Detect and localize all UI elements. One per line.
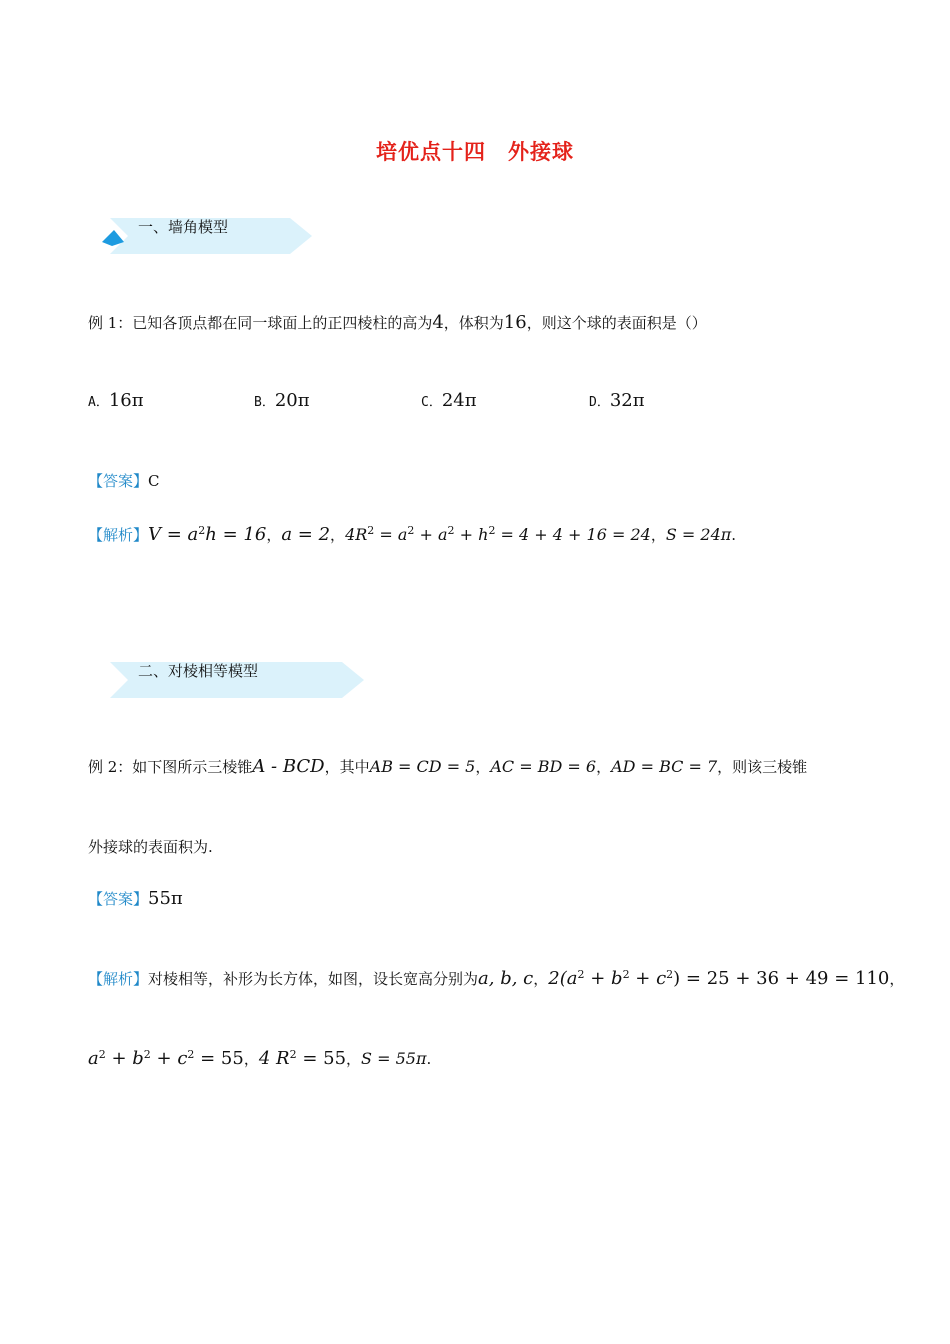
ex2-e3: AD = BC = 7: [611, 757, 718, 776]
sol2-l2d: = 55: [194, 1048, 244, 1069]
period: .: [426, 1050, 432, 1068]
option-a-letter: A．: [88, 395, 109, 410]
solution-2-tag: 【解析】: [88, 970, 149, 988]
answer-1-tag: 【答案】: [88, 472, 149, 490]
sol2-eqB: + b: [584, 968, 623, 989]
answer-2-value: 55π: [148, 888, 183, 909]
answer-1-value: C: [148, 472, 160, 490]
sol2-l2f: = 55: [296, 1048, 347, 1069]
option-b: [254, 390, 310, 411]
ex2-abcd: A - BCD: [252, 756, 325, 777]
sol2-l2a: a: [88, 1048, 99, 1069]
solution-2: [88, 968, 904, 989]
ex1-height: 4: [432, 312, 444, 333]
sol2-eqD: ) = 25 + 36 + 49 = 110: [673, 968, 890, 989]
example-2: 例 2：如下图所示三棱锥A - BCD，其中AB = CD = 5，AC = BD = 6，AD = BC = 7，则该三棱锥: [88, 756, 808, 777]
sup: 2: [577, 968, 585, 981]
ex1-volume: 16: [503, 312, 527, 333]
section-1-label: 一、墙角模型: [138, 218, 229, 236]
period: .: [731, 526, 737, 544]
option-a: [88, 390, 144, 411]
title-part2: 外接球: [508, 140, 574, 164]
ex2-e1: AB = CD = 5: [369, 757, 476, 776]
sup: 2: [447, 524, 455, 537]
option-b-letter: B．: [254, 395, 275, 410]
solution-1: [88, 524, 736, 545]
solution-2-line2: [88, 1048, 431, 1069]
section-banner-2: [100, 660, 370, 700]
comma: ，: [243, 1050, 259, 1068]
title-part1: 培优点十四: [376, 140, 486, 164]
sup: 2: [98, 1048, 106, 1061]
sol2-l2c: + c: [150, 1048, 188, 1069]
sol1-eq1: V = a: [148, 524, 199, 545]
comma: ，: [650, 526, 666, 544]
ex1-prefix: 例 1：已知各顶点都在同一球面上的正四棱柱的高为: [88, 314, 433, 332]
sol1-eq2: a = 2: [281, 524, 331, 545]
sol2-eqC: + c: [629, 968, 667, 989]
sol2-text: 对棱相等，补形为长方体，如图，设长宽高分别为: [148, 970, 479, 988]
comma: ，: [889, 970, 905, 988]
sol2-l2g: S = 55π: [361, 1049, 427, 1068]
option-d-value: 32π: [609, 390, 645, 411]
ex2-suffix: ，则该三棱锥: [717, 758, 808, 776]
section-banner-1: [100, 216, 320, 256]
solution-1-tag: 【解析】: [88, 526, 149, 544]
comma: ，: [266, 526, 282, 544]
sol2-l2e: 4 R: [258, 1048, 290, 1069]
sup: 2: [666, 968, 674, 981]
comma: ，: [346, 1050, 362, 1068]
ex2-prefix: 例 2：如下图所示三棱锥: [88, 758, 253, 776]
page-title: [0, 136, 950, 166]
comma: ，: [330, 526, 346, 544]
ex1-suffix: ，则这个球的表面积是（）: [526, 314, 707, 332]
sol2-vars: a, b, c: [478, 968, 534, 989]
sup: 2: [488, 524, 496, 537]
sol1-eq3d: + h: [454, 525, 489, 544]
sol1-eq3e: = 4 + 4 + 16 = 24: [495, 525, 651, 544]
sup: 2: [289, 1048, 297, 1061]
option-c-value: 24π: [441, 390, 477, 411]
sol2-eqA: 2(a: [548, 968, 578, 989]
sup: 2: [407, 524, 415, 537]
ex2-mid1: ，其中: [324, 758, 370, 776]
example-2-line2: 外接球的表面积为.: [88, 838, 213, 856]
answer-2-tag: 【答案】: [88, 890, 149, 908]
sup: 2: [198, 524, 206, 537]
comma: ，: [533, 970, 549, 988]
option-d-letter: D．: [589, 395, 610, 410]
sol1-eq3b: = a: [374, 525, 408, 544]
sol1-eq4: S = 24π: [665, 525, 732, 544]
option-a-value: 16π: [108, 390, 144, 411]
answer-1: [88, 470, 160, 491]
sup: 2: [367, 524, 375, 537]
sup: 2: [143, 1048, 151, 1061]
sol1-eq1b: h = 16: [205, 524, 267, 545]
example-1: [88, 312, 707, 333]
answer-2: [88, 888, 183, 909]
section-2-label: 二、对棱相等模型: [138, 662, 259, 680]
ex2-e2: AC = BD = 6: [490, 757, 597, 776]
sol1-eq3a: 4R: [345, 525, 368, 544]
sol1-eq3c: + a: [414, 525, 448, 544]
ex1-mid: ，体积为: [443, 314, 504, 332]
sup: 2: [187, 1048, 195, 1061]
option-b-value: 20π: [274, 390, 310, 411]
option-d: [589, 390, 645, 411]
option-c-letter: C．: [421, 395, 442, 410]
option-c: [421, 390, 477, 411]
sol2-l2b: + b: [105, 1048, 144, 1069]
sup: 2: [622, 968, 630, 981]
